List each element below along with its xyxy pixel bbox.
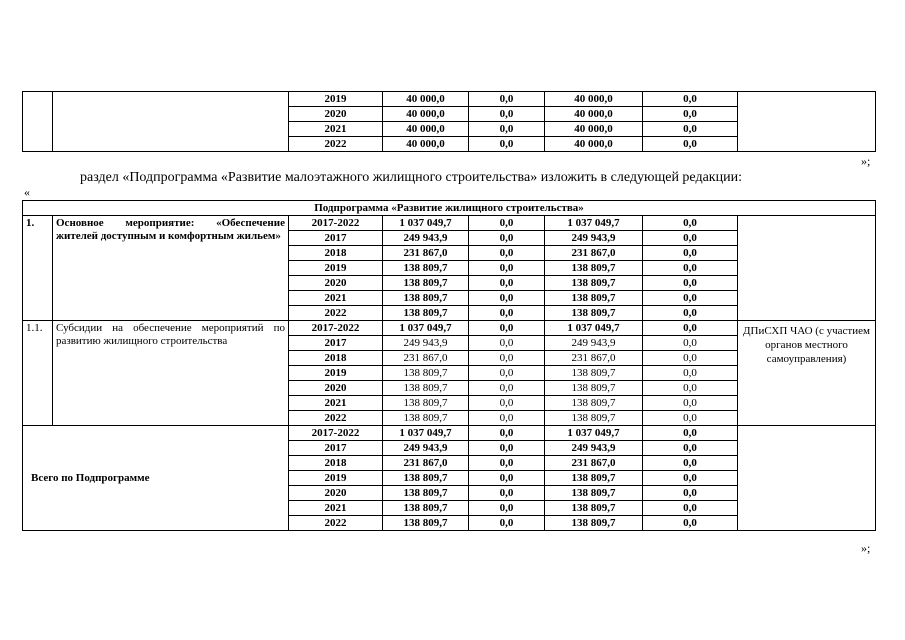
- value-cell: 138 809,7: [545, 411, 643, 426]
- executor-cell: [738, 92, 876, 152]
- value-cell: 0,0: [469, 216, 545, 231]
- value-cell: 0,0: [643, 216, 738, 231]
- total-cell: 40 000,0: [383, 92, 469, 107]
- total-cell: 138 809,7: [383, 486, 469, 501]
- value-cell: 1 037 049,7: [545, 216, 643, 231]
- value-cell: 0,0: [469, 336, 545, 351]
- value-cell: 1 037 049,7: [545, 321, 643, 336]
- item-name: Основное мероприятие: «Обеспечение жителей доступным и комфортным жильем»: [53, 216, 289, 321]
- table-row: [23, 321, 876, 336]
- opening-quote: «: [24, 185, 30, 199]
- year-cell: 2018: [289, 351, 383, 366]
- value-cell: 138 809,7: [545, 306, 643, 321]
- value-cell: 249 943,9: [545, 441, 643, 456]
- value-cell: 0,0: [469, 441, 545, 456]
- value-cell: 138 809,7: [545, 516, 643, 531]
- value-cell: 40 000,0: [545, 122, 643, 137]
- value-cell: 138 809,7: [545, 471, 643, 486]
- year-cell: 2019: [289, 366, 383, 381]
- total-cell: 1 037 049,7: [383, 321, 469, 336]
- value-cell: 0,0: [469, 246, 545, 261]
- value-cell: 0,0: [469, 426, 545, 441]
- value-cell: 0,0: [643, 441, 738, 456]
- value-cell: 0,0: [469, 122, 545, 137]
- year-cell: 2017: [289, 336, 383, 351]
- year-cell: 2018: [289, 456, 383, 471]
- value-cell: 0,0: [643, 396, 738, 411]
- closing-quote-top: »;: [861, 154, 871, 168]
- intro-paragraph: раздел «Подпрограмма «Развитие малоэтажного жилищного строительства» изложить в следующей редакции:: [80, 170, 742, 185]
- value-cell: 0,0: [469, 516, 545, 531]
- value-cell: 0,0: [469, 456, 545, 471]
- value-cell: 0,0: [469, 306, 545, 321]
- value-cell: 138 809,7: [545, 381, 643, 396]
- total-cell: 138 809,7: [383, 396, 469, 411]
- value-cell: 0,0: [643, 501, 738, 516]
- executor-cell: ДПиСХП ЧАО (с участием органов местного самоуправления): [738, 321, 876, 426]
- executor-cell: [738, 216, 876, 321]
- value-cell: 138 809,7: [545, 261, 643, 276]
- value-cell: 0,0: [469, 351, 545, 366]
- value-cell: 249 943,9: [545, 231, 643, 246]
- year-cell: 2021: [289, 291, 383, 306]
- value-cell: 0,0: [643, 321, 738, 336]
- year-cell: 2020: [289, 381, 383, 396]
- subprogram-header: Подпрограмма «Развитие жилищного строительства»: [23, 201, 876, 216]
- value-cell: 0,0: [643, 276, 738, 291]
- year-cell: 2018: [289, 246, 383, 261]
- year-cell: 2022: [289, 411, 383, 426]
- value-cell: 0,0: [469, 501, 545, 516]
- value-cell: 0,0: [643, 471, 738, 486]
- name-cell: [53, 92, 289, 152]
- value-cell: 0,0: [469, 381, 545, 396]
- total-cell: 40 000,0: [383, 137, 469, 152]
- value-cell: 1 037 049,7: [545, 426, 643, 441]
- total-cell: 249 943,9: [383, 441, 469, 456]
- year-cell: 2017-2022: [289, 321, 383, 336]
- top-table: [22, 91, 876, 152]
- value-cell: 0,0: [469, 137, 545, 152]
- top-table-body: [23, 92, 876, 152]
- value-cell: 0,0: [469, 471, 545, 486]
- year-cell: 2021: [289, 396, 383, 411]
- value-cell: 0,0: [469, 366, 545, 381]
- total-cell: 138 809,7: [383, 501, 469, 516]
- total-cell: 249 943,9: [383, 336, 469, 351]
- value-cell: 249 943,9: [545, 336, 643, 351]
- num-cell: [23, 92, 53, 152]
- table-row: [23, 216, 876, 231]
- total-cell: 231 867,0: [383, 351, 469, 366]
- value-cell: 0,0: [469, 291, 545, 306]
- value-cell: 0,0: [469, 261, 545, 276]
- value-cell: 0,0: [643, 122, 738, 137]
- total-cell: 1 037 049,7: [383, 216, 469, 231]
- year-cell: 2017: [289, 441, 383, 456]
- value-cell: 138 809,7: [545, 396, 643, 411]
- table-row: [23, 426, 876, 441]
- value-cell: 0,0: [643, 246, 738, 261]
- value-cell: 0,0: [643, 411, 738, 426]
- year-cell: 2017-2022: [289, 216, 383, 231]
- value-cell: 0,0: [643, 336, 738, 351]
- total-cell: 138 809,7: [383, 411, 469, 426]
- value-cell: 0,0: [643, 107, 738, 122]
- year-cell: 2020: [289, 486, 383, 501]
- year-cell: 2019: [289, 471, 383, 486]
- value-cell: 40 000,0: [545, 137, 643, 152]
- total-cell: 138 809,7: [383, 516, 469, 531]
- value-cell: 0,0: [469, 276, 545, 291]
- value-cell: 0,0: [469, 396, 545, 411]
- value-cell: 0,0: [469, 231, 545, 246]
- total-cell: 249 943,9: [383, 231, 469, 246]
- subprogram-total-label: Всего по Подпрограмме: [23, 426, 289, 531]
- total-cell: 138 809,7: [383, 291, 469, 306]
- total-cell: 138 809,7: [383, 381, 469, 396]
- value-cell: 0,0: [643, 261, 738, 276]
- year-cell: 2020: [289, 276, 383, 291]
- value-cell: 138 809,7: [545, 291, 643, 306]
- value-cell: 40 000,0: [545, 92, 643, 107]
- value-cell: 0,0: [643, 291, 738, 306]
- year-cell: 2017-2022: [289, 426, 383, 441]
- value-cell: 138 809,7: [545, 501, 643, 516]
- total-cell: 231 867,0: [383, 246, 469, 261]
- value-cell: 0,0: [469, 486, 545, 501]
- main-table-body: [23, 201, 876, 531]
- value-cell: 138 809,7: [545, 366, 643, 381]
- total-cell: 138 809,7: [383, 276, 469, 291]
- year-cell: 2022: [289, 137, 383, 152]
- year-cell: 2021: [289, 122, 383, 137]
- total-cell: 231 867,0: [383, 456, 469, 471]
- total-cell: 138 809,7: [383, 471, 469, 486]
- value-cell: 231 867,0: [545, 351, 643, 366]
- value-cell: 231 867,0: [545, 246, 643, 261]
- year-cell: 2019: [289, 92, 383, 107]
- value-cell: 40 000,0: [545, 107, 643, 122]
- table-header-row: [23, 201, 876, 216]
- table-row: [23, 92, 876, 107]
- total-cell: 138 809,7: [383, 306, 469, 321]
- executor-cell: [738, 426, 876, 531]
- main-table: [22, 200, 876, 531]
- item-number: 1.1.: [23, 321, 53, 426]
- year-cell: 2019: [289, 261, 383, 276]
- total-cell: 138 809,7: [383, 366, 469, 381]
- value-cell: 0,0: [643, 516, 738, 531]
- closing-quote-bottom: »;: [861, 541, 871, 555]
- value-cell: 0,0: [643, 92, 738, 107]
- value-cell: 0,0: [643, 366, 738, 381]
- total-cell: 40 000,0: [383, 122, 469, 137]
- value-cell: 0,0: [643, 456, 738, 471]
- total-cell: 1 037 049,7: [383, 426, 469, 441]
- value-cell: 0,0: [643, 486, 738, 501]
- value-cell: 0,0: [469, 92, 545, 107]
- value-cell: 0,0: [469, 107, 545, 122]
- value-cell: 138 809,7: [545, 276, 643, 291]
- value-cell: 0,0: [469, 321, 545, 336]
- value-cell: 0,0: [643, 306, 738, 321]
- value-cell: 0,0: [643, 426, 738, 441]
- total-cell: 40 000,0: [383, 107, 469, 122]
- value-cell: 231 867,0: [545, 456, 643, 471]
- value-cell: 0,0: [643, 381, 738, 396]
- year-cell: 2022: [289, 516, 383, 531]
- value-cell: 0,0: [643, 137, 738, 152]
- year-cell: 2020: [289, 107, 383, 122]
- value-cell: 0,0: [469, 411, 545, 426]
- value-cell: 0,0: [643, 351, 738, 366]
- year-cell: 2022: [289, 306, 383, 321]
- value-cell: 0,0: [643, 231, 738, 246]
- item-name: Субсидии на обеспечение мероприятий по развитию жилищного строительства: [53, 321, 289, 426]
- year-cell: 2021: [289, 501, 383, 516]
- item-number: 1.: [23, 216, 53, 321]
- total-cell: 138 809,7: [383, 261, 469, 276]
- year-cell: 2017: [289, 231, 383, 246]
- value-cell: 138 809,7: [545, 486, 643, 501]
